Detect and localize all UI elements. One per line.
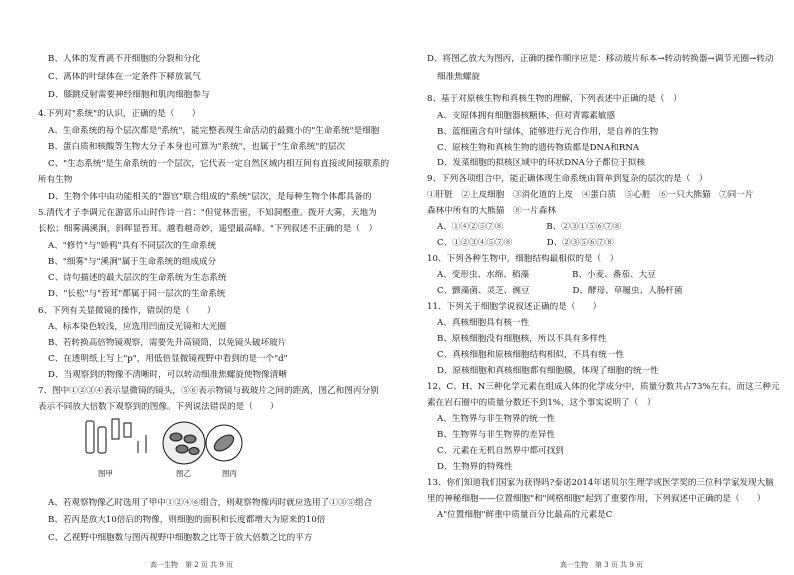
left-text-line: C、"生态系统"是生命系统的一个层次，它代表一定自然区域内相互间有直接或间接联系的: [48, 159, 390, 169]
figure-label-a: 图甲: [98, 469, 113, 478]
lens-group: [86, 419, 146, 453]
left-text-line: 7、图中①②③④表示显微镜的镜头，⑤⑥表示物镜与载玻片之间的距离，图乙和图丙分别: [38, 386, 379, 396]
figure-label-c: 图丙: [222, 469, 237, 478]
left-text-line: B、"细雾"与"溪涧"属于生命系统的组成成分: [48, 257, 217, 267]
left-text-line: D、当观察到的物像不清晰时，可以转动细准焦螺旋使物像清晰: [48, 370, 287, 380]
left-text-line: 所有生物: [38, 175, 73, 185]
right-text-line: 素在岩石圈中的质量分数还不到1%，这个事实说明了（ ）: [427, 398, 656, 408]
right-text-line: A、①④②⑤⑦⑧ B、②③①⑤⑥⑦⑧: [437, 222, 622, 232]
right-text-line: 10、下列各种生物中，细胞结构最相似的是（ ）: [427, 254, 619, 264]
left-text-line: D、"长松"与"苔茸"都属于同一层次的生命系统: [48, 289, 226, 299]
lens-4: [124, 423, 131, 437]
right-text-line: B、生物界与非生物界的差异性: [437, 430, 556, 440]
left-text-line: A、若观察物像乙时选用了甲中①②④⑥组合，则观察物像丙时就应选用了①③⑤组合: [48, 498, 373, 508]
right-text-line: 12、C、H、N三种化学元素在组成人体的化学成分中，质量分数共占73%左右，而这三种元: [427, 382, 780, 392]
lens-3: [112, 419, 119, 439]
left-text-line: C、乙视野中细胞数与图丙视野中细胞数之比等于放大倍数之比的平方: [48, 533, 313, 543]
right-text-line: C、真核细胞和原核细胞结构相似，不具有统一性: [437, 350, 625, 360]
right-text-line: C、元素在无机自然界中都可找到: [437, 446, 564, 456]
view-b: [163, 422, 205, 464]
right-text-line: A、真核细胞具有核一性: [437, 318, 530, 328]
right-text-line: 森林中所有的大熊猫 ⑧一片森林: [427, 206, 556, 216]
view-c: [206, 425, 242, 461]
right-text-line: C、颤藻菌、灵芝、豌豆 D、酵母、草履虫、人肠杆菌: [437, 286, 683, 296]
left-text-line: C、在透明纸上写上"p"，用低倍显微镜视野中看到的是一个"d": [48, 354, 288, 364]
left-text-line: 6、下列有关显微镜的操作，错误的是（ ）: [38, 306, 216, 316]
figure-label-b: 图乙: [176, 469, 191, 478]
left-text-line: B、若转换高倍物镜观察，需要先升高镜筒，以免镜头破坏玻片: [48, 338, 287, 348]
left-text-line: B、人体的发育离不开细胞的分裂和分化: [48, 54, 201, 64]
right-text-line: 8、基于对原核生物和真核生物的理解，下列表述中正确的是（ ）: [427, 94, 682, 104]
left-text-line: C、诗句描述的最大层次的生命系统为生态系统: [48, 273, 227, 283]
right-text-line: D、原核细胞和真核细胞都有细胞膜，体现了细胞的统一性: [437, 366, 659, 376]
right-text-line: A、变形虫、水绵、稻藻 B、小麦、番茄、大豆: [437, 270, 656, 280]
left-text-line: B、蛋白质和核酸等生物大分子本身也可算为"系统"，也属于"生命系统"的层次: [48, 142, 346, 152]
right-text-line: C、①②③④⑤⑦⑧ D、②③⑤⑥⑦⑧: [437, 238, 614, 248]
right-text-line: B、原核细胞没有细胞核，所以不具有多样性: [437, 334, 607, 344]
right-text-line: D、将图乙放大为图丙，正确的操作顺序应是：移动玻片标本→转动转换器→调节光圈→转动: [427, 54, 774, 64]
right-text-line: 细准焦螺旋: [437, 72, 480, 82]
right-text-line: 13、你们知道我们国家为获得吗?泰诺2014年诺贝尔生理学或医学奖的三位科学家发现大脑: [427, 478, 774, 488]
left-text-line: A、生命系统的每个层次都是"系统"，能完整表现生命活动的最微小的"生命系统"是细胞: [48, 126, 380, 136]
right-text-line: 11、下列关于细胞学说叙述正确的是（ ）: [427, 302, 602, 312]
microscope-figure: [84, 413, 244, 471]
right-footer: 高一生物 第 3 页 共 9 页: [560, 561, 644, 569]
right-text-line: 9、下列各项组合中，能正确体现生命系统由简单到复杂的层次的是（ ）: [427, 174, 708, 184]
left-text-line: B、若丙是放大10倍后的物像，则细胞的面积和长度都增大为原来的10倍: [48, 515, 326, 525]
right-text-line: ①肝脏 ②上皮细胞 ③消化道的上皮 ④蛋白质 ⑤心脏 ⑥一只大熊猫 ⑦同一片: [427, 190, 754, 200]
right-text-line: B、蓝细菌含有叶绿体，能够进行光合作用，是自养的生物: [437, 127, 659, 137]
right-text-line: D、生物界的特殊性: [437, 462, 513, 472]
left-text-line: D、膝跳反射需要神经细胞和肌肉细胞参与: [48, 90, 210, 100]
lens-2: [98, 427, 106, 453]
lens-1: [86, 421, 94, 453]
left-text-line: A、"修竹"与"娇鸦"具有不同层次的生命系统: [48, 241, 217, 251]
right-text-line: 里的神秘细胞——位置细胞"和"网格细胞"起到了重要作用，下列叙述中正确的是（ ）: [427, 494, 766, 504]
right-text-line: C、原核生物和真核生物的遗传物质都是DNA和RNA: [437, 143, 640, 153]
left-text-line: A、标本染色较浅，应选用凹面反光镜和大光圈: [48, 322, 227, 332]
left-text-line: 4.下列对"系统"的认识，正确的是（ ）: [38, 109, 201, 119]
left-text-line: 5.清代才子李调元在游富乐山时作诗一首："但觉林峦密，不知洞壑重。拨开大雾，天地为: [38, 208, 377, 218]
left-text-line: 表示不同放大倍数下观察到的图像。下列说法错误的是（ ）: [38, 402, 279, 412]
right-text-line: A、支原体拥有细胞器核糖体，但对青霉素敏感: [437, 111, 616, 121]
right-text-line: A、生物界与非生物界的统一性: [437, 414, 555, 424]
left-text-line: D、生物个体中由功能相关的"器官"联合组成的"系统"层次，是每种生物个体都具备的: [48, 192, 372, 202]
left-text-line: 长松；细雾满溪涧，斜晖显苔茸。越看越奇妙，遥望最高峰。"下列叙述不正确的是（ ）: [38, 224, 378, 234]
left-footer: 高一生物 第 2 页 共 9 页: [150, 561, 234, 569]
right-text-line: D、发菜细胞的拟核区域中的环状DNA分子都位于拟核: [437, 158, 645, 168]
right-text-line: A"位置细胞"鲜重中质量百分比最高的元素是C: [437, 510, 613, 520]
left-text-line: C、离体的叶绿体在一定条件下释放氧气: [48, 72, 201, 82]
